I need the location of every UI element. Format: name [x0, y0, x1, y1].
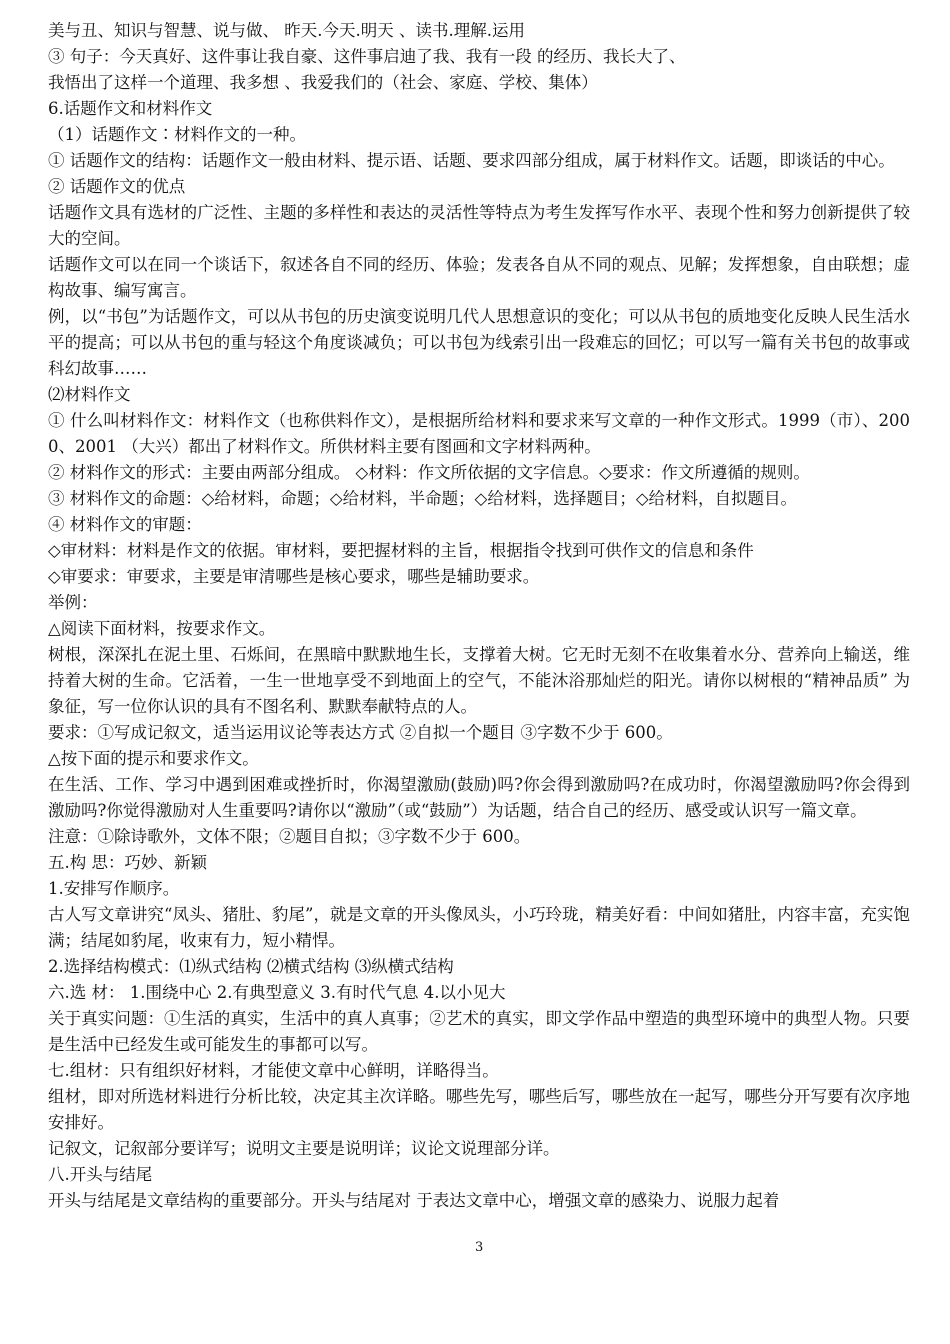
text-line: 记叙文，记叙部分要详写；说明文主要是说明详；议论文说理部分详。 [48, 1139, 560, 1158]
text-line: ◇审材料：材料是作文的依据。审材料，要把握材料的主旨，根据指令找到可供作文的信息和条件 [48, 541, 754, 560]
body-paragraph: 组材，即对所选材料进行分析比较，决定其主次详略。哪些先写，哪些后写，哪些放在一起写，哪些分开写要有次序地安排好。 [48, 1087, 910, 1132]
body-paragraph: 在生活、工作、学习中遇到困难或挫折时，你渴望激励(鼓励)吗?你会得到激励吗?在成功时，你渴望激励吗?你会得到激励吗?你觉得激励对人生重要吗?请你以“激励”（或“鼓励”）为话题，结合自己的经历、感受或认识写一篇文章。 [48, 775, 910, 820]
text-line: △阅读下面材料，按要求作文。 [48, 619, 276, 638]
body-paragraph: 古人写文章讲究“凤头、猪肚、豹尾”，就是文章的开头像凤头，小巧玲珑，精美好看：中间如猪肚，内容丰富，充实饱满；结尾如豹尾，收束有力，短小精悍。 [48, 905, 910, 950]
body-paragraph: ① 话题作文的结构：话题作文一般由材料、提示语、话题、要求四部分组成，属于材料作文。话题，即谈话的中心。 [48, 151, 895, 170]
text-line: 六.选 材： 1.围绕中心 2.有典型意义 3.有时代气息 4.以小见大 [48, 983, 506, 1002]
text-line: 要求：①写成记叙文，适当运用议论等表达方式 ②自拟一个题目 ③字数不少于 600。 [48, 723, 673, 742]
text-line: 我悟出了这样一个道理、我多想 、我爱我们的（社会、家庭、学校、集体） [48, 73, 598, 92]
document-body [48, 18, 910, 1214]
body-paragraph: 话题作文具有选材的广泛性、主题的多样性和表达的灵活性等特点为考生发挥写作水平、表现个性和努力创新提供了较大的空间。 [48, 203, 910, 248]
text-line: 注意：①除诗歌外，文体不限；②题目自拟；③字数不少于 600。 [48, 827, 531, 846]
page-number: 3 [475, 1240, 484, 1255]
text-line: 6.话题作文和材料作文 [48, 99, 213, 118]
text-line: 开头与结尾是文章结构的重要部分。开头与结尾对 于表达文章中心，增强文章的感染力、说服力起着 [48, 1191, 780, 1210]
text-line: ② 话题作文的优点 [48, 177, 186, 196]
body-paragraph: ① 什么叫材料作文：材料作文（也称供料作文），是根据所给材料和要求来写文章的一种作文形式。1999（市）、2000、2001 （大兴）都出了材料作文。所供材料主要有图画和文字材料两种。 [48, 411, 910, 456]
body-paragraph: 例，以“书包”为话题作文，可以从书包的历史演变说明几代人思想意识的变化；可以从书包的质地变化反映人民生活水平的提高；可以从书包的重与轻这个角度谈减负；可以书包为线索引出一段难忘的回忆；可以写一篇有关书包的故事或科幻故事…… [48, 307, 910, 378]
text-line: ③ 材料作文的命题：◇给材料，命题；◇给材料，半命题；◇给材料，选择题目；◇给材料，自拟题目。 [48, 489, 798, 508]
text-line: ② 材料作文的形式：主要由两部分组成。 ◇材料：作文所依据的文字信息。◇要求：作文所遵循的规则。 [48, 463, 810, 482]
body-paragraph: 话题作文可以在同一个谈话下，叙述各自不同的经历、体验；发表各自从不同的观点、见解；发挥想象，自由联想；虚构故事、编写寓言。 [48, 255, 910, 300]
text-line: 八.开头与结尾 [48, 1165, 153, 1184]
text-line: 美与丑、知识与智慧、说与做、 昨天.今天.明天 、读书.理解.运用 [48, 21, 525, 40]
text-line: ◇审要求：审要求，主要是审清哪些是核心要求，哪些是辅助要求。 [48, 567, 540, 586]
text-line: ③ 句子：今天真好、这件事让我自豪、这件事启迪了我、我有一段 的经历、我长大了、 [48, 47, 686, 66]
text-line: 举例： [48, 593, 98, 612]
text-line: △按下面的提示和要求作文。 [48, 749, 259, 768]
text-line: 五.构 思：巧妙、新颖 [48, 853, 207, 872]
body-paragraph: 关于真实问题：①生活的真实，生活中的真人真事；②艺术的真实，即文学作品中塑造的典型环境中的典型人物。只要是生活中已经发生或可能发生的事都可以写。 [48, 1009, 910, 1054]
text-line: 2.选择结构模式：⑴纵式结构 ⑵横式结构 ⑶纵横式结构 [48, 957, 454, 976]
text-line: 七.组材：只有组织好材料，才能使文章中心鲜明，详略得当。 [48, 1061, 499, 1080]
text-line: ④ 材料作文的审题： [48, 515, 202, 534]
text-line: 1.安排写作顺序。 [48, 879, 180, 898]
text-line: ⑵材料作文 [48, 385, 131, 404]
body-paragraph: 树根，深深扎在泥土里、石烁间，在黑暗中默默地生长，支撑着大树。它无时无刻不在收集着水分、营养向上输送，维持着大树的生命。它活着，一生一世地享受不到地面上的空气，不能沐浴那灿烂的阳光。请你以树根的“精神品质” 为象征，写一位你认识的具有不图名利、默默奉献特点的人。 [48, 645, 910, 716]
text-line: （1）话题作文∶材料作文的一种。 [48, 125, 306, 144]
